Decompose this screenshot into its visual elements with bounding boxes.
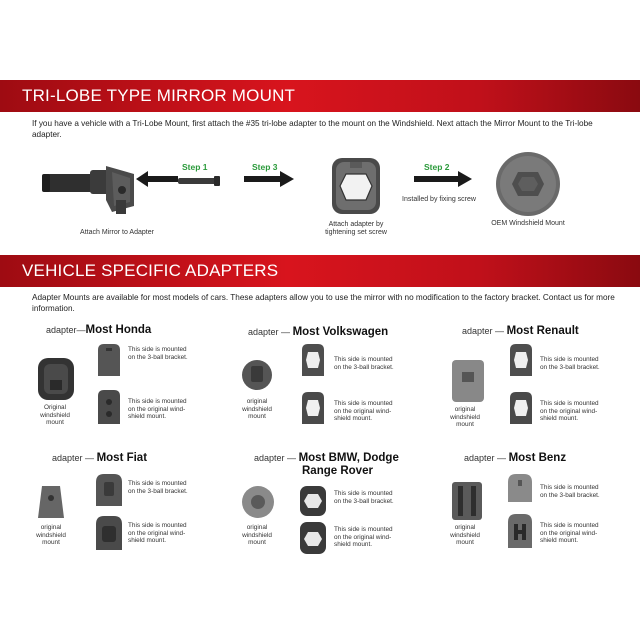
section-banner-vehicle-adapters [0,255,640,287]
tri-lobe-intro: If you have a vehicle with a Tri-Lobe Mount, first attach the #35 tri-lobe adapter to the mount on the Windshield. Next attach the Mirror Mount to the Tri-lobe adapter. [32,119,593,139]
label-attach-adapter-2: tightening set screw [325,229,387,236]
adapter-heading-fiat: adapter — Most Fiat [52,452,148,464]
benz-side-2-text: This side is mounted on the original wind- shield mount. [540,522,599,545]
label-oem-mount: OEM Windshield Mount [491,220,565,227]
step-2-label: Step 2 [424,162,450,172]
section-title: TRI-LOBE TYPE MIRROR MOUNT [22,86,296,105]
bmw-adapter-bottom-image [298,520,328,556]
renault-original-mount-image [450,358,486,404]
fiat-adapter-top-image [92,472,126,510]
honda-original-caption: Original windshield mount [40,404,70,427]
honda-side-2-text: This side is mounted on the original wind- shield mount. [128,398,187,421]
section-title: VEHICLE SPECIFIC ADAPTERS [22,261,279,280]
vw-original-caption: original windshield mount [242,398,272,421]
honda-original-mount-image [36,356,76,402]
adapter-heading-volkswagen: adapter — Most Volkswagen [248,326,389,338]
tri-lobe-adapter-image [330,156,382,216]
arrow-left-icon [136,171,178,187]
benz-adapter-bottom-image [504,512,536,552]
bmw-side-2-text: This side is mounted on the original wind- shield mount. [334,526,393,549]
honda-adapter-bottom-image [94,388,124,428]
bmw-adapter-top-image [298,484,328,518]
adapter-heading-bmw: adapter — Most BMW, Dodge [254,452,399,464]
vw-side-2-text: This side is mounted on the original wind- shield mount. [334,400,393,423]
oem-windshield-mount-image [494,150,562,218]
mirror-mount-image [40,160,140,222]
adapter-heading-bmw-line2: Range Rover [302,465,373,477]
benz-original-caption: original windshield mount [450,524,480,547]
section-banner-tri-lobe [0,80,640,112]
vw-original-mount-image [240,358,274,392]
fiat-side-1-text: This side is mounted on the 3-ball bracket. [128,480,188,495]
benz-original-mount-image [450,480,484,522]
fiat-original-mount-image [36,484,66,520]
label-attach-mirror: Attach Mirror to Adapter [80,229,154,236]
bmw-original-caption: original windshield mount [242,524,272,547]
arrow-right-icon [414,171,472,187]
step-1-label: Step 1 [182,162,208,172]
vw-side-1-text: This side is mounted on the 3-ball bracket. [334,356,394,371]
bmw-original-mount-image [240,484,276,520]
benz-side-1-text: This side is mounted on the 3-ball bracket. [540,484,600,499]
bmw-side-1-text: This side is mounted on the 3-ball bracket. [334,490,394,505]
arrow-right-icon [244,171,294,187]
vw-adapter-bottom-image [298,390,328,428]
tri-lobe-rod-image [178,176,222,186]
vehicle-adapters-intro: Adapter Mounts are available for most models of cars. These adapters allow you to use the mirror with no modification to the factory bracket. Contact us for more information. [32,293,615,313]
fiat-adapter-bottom-image [92,514,126,554]
label-attach-adapter-1: Attach adapter by [328,221,384,228]
renault-adapter-top-image [506,342,536,380]
vw-adapter-top-image [298,342,328,380]
fiat-side-2-text: This side is mounted on the original wind- shield mount. [128,522,187,545]
step-3-label: Step 3 [252,162,278,172]
renault-adapter-bottom-image [506,390,536,428]
adapter-heading-renault: adapter — Most Renault [462,325,579,337]
renault-side-2-text: This side is mounted on the original wind- shield mount. [540,400,599,423]
adapter-heading-honda: adapter—Most Honda [46,324,152,336]
honda-adapter-top-image [94,342,124,380]
fiat-original-caption: original windshield mount [36,524,66,547]
renault-side-1-text: This side is mounted on the 3-ball bracket. [540,356,600,371]
label-fixing-screw: Installed by fixing screw [402,196,476,203]
adapter-heading-benz: adapter — Most Benz [464,452,567,464]
honda-side-1-text: This side is mounted on the 3-ball bracket. [128,346,188,361]
renault-original-caption: original windshield mount [450,406,480,429]
benz-adapter-top-image [504,472,536,506]
